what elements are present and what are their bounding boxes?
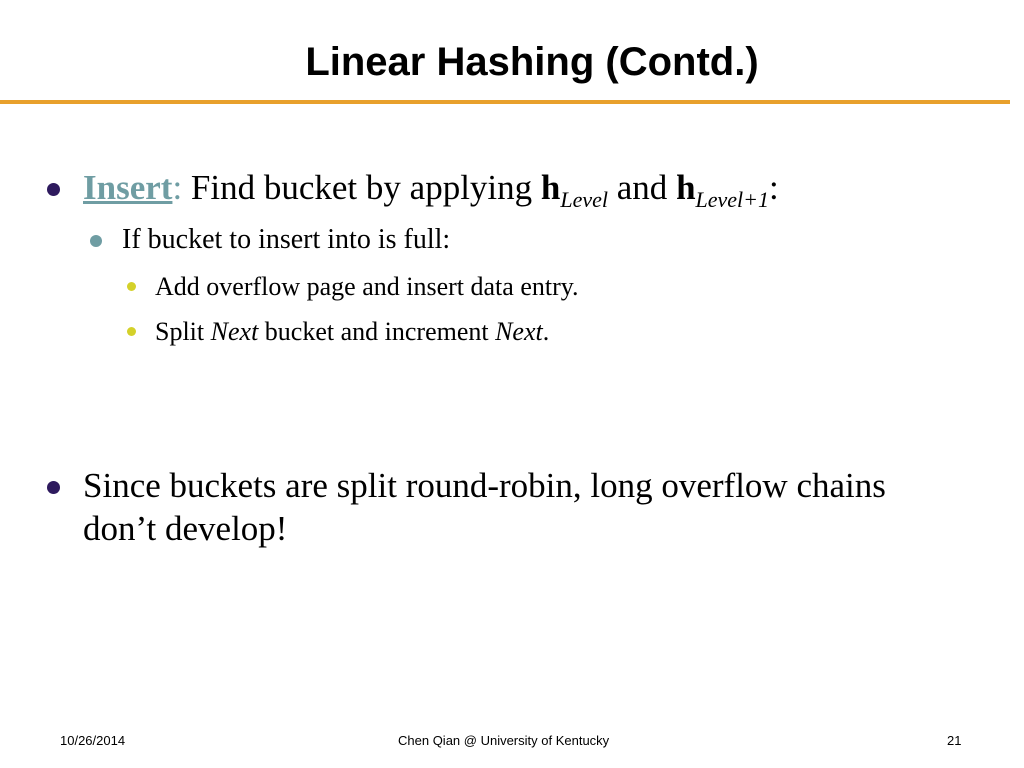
insert-colon: : bbox=[172, 168, 183, 207]
footer-page-number: 21 bbox=[947, 733, 962, 748]
h-level-plus-one: h bbox=[676, 168, 696, 207]
bullet-add-overflow: Add overflow page and insert data entry. bbox=[155, 272, 579, 301]
h-level-plus-one-subscript: Level+1 bbox=[695, 187, 770, 212]
footer-author: Chen Qian @ University of Kentucky bbox=[398, 733, 610, 748]
h-level: h bbox=[540, 168, 561, 207]
bullet-bucket-full: If bucket to insert into is full: bbox=[122, 224, 451, 255]
bullet-dot bbox=[47, 183, 60, 196]
period: . bbox=[542, 317, 550, 346]
h-level-subscript: Level bbox=[560, 187, 609, 212]
bullet-since-line1: Since buckets are split round-robin, long overflow chains bbox=[83, 466, 886, 505]
bullet-since-line2: don’t develop! bbox=[83, 509, 288, 548]
bullet-insert bbox=[83, 168, 779, 212]
bullet-dot bbox=[127, 327, 136, 336]
insert-end-colon: : bbox=[769, 168, 779, 207]
bullet-split-next bbox=[155, 317, 549, 347]
next-italic: Next bbox=[210, 317, 259, 346]
insert-text: Find bucket by applying bbox=[182, 168, 541, 207]
slide-title: Linear Hashing (Contd.) bbox=[305, 40, 759, 84]
bullet-dot bbox=[90, 235, 102, 247]
next-italic: Next bbox=[495, 317, 543, 346]
increment-text: bucket and increment bbox=[258, 317, 496, 346]
and-text: and bbox=[608, 168, 677, 207]
insert-link[interactable]: Insert bbox=[83, 168, 173, 207]
bullet-dot bbox=[47, 481, 60, 494]
footer-date: 10/26/2014 bbox=[60, 733, 126, 748]
bullet-dot bbox=[127, 282, 136, 291]
split-text: Split bbox=[155, 317, 211, 346]
